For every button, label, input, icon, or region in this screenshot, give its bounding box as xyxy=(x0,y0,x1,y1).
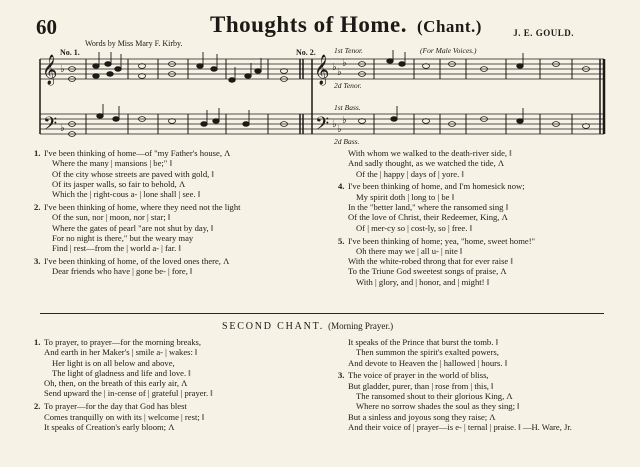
verse-number: 2. xyxy=(34,401,41,412)
verses-right-column xyxy=(338,148,608,290)
verse-line: To prayer, to prayer—for the morning breaks, xyxy=(44,337,202,347)
second-chant-subtitle: (Morning Prayer.) xyxy=(328,321,394,331)
verse-line: The ransomed shout to their glorious King, Λ xyxy=(356,391,513,402)
chant-no2-label: No. 2. xyxy=(296,48,316,57)
prayer-verse-1 xyxy=(34,337,306,399)
svg-text:♭: ♭ xyxy=(337,124,342,135)
note-stems xyxy=(99,50,523,124)
male-voices-label: (For Male Voices.) xyxy=(420,46,477,55)
verse-line: It speaks of Creation's early bloom; Λ xyxy=(44,421,175,432)
title-subtitle: (Chant.) xyxy=(417,17,482,36)
verse-number: 3. xyxy=(34,256,41,267)
verse-5 xyxy=(338,235,608,287)
verse-line: The light of gladness and life and love. ‖ xyxy=(52,367,191,378)
verse-line: Find | rest—from the | world a- | far. ‖ xyxy=(52,243,181,254)
verse-number: 4. xyxy=(338,181,345,192)
prayer-verse-2 xyxy=(34,401,306,432)
verse-line: Of its jasper walls, so fair to behold, Λ xyxy=(52,178,186,189)
verse-line: Of the sun, nor | moon, nor | star; ‖ xyxy=(52,212,171,223)
verse-line: Comes tranquilly on with its | welcome | rest; ‖ xyxy=(44,411,205,422)
verse-1 xyxy=(34,148,306,200)
treble-clef-icon-2: 𝄞 xyxy=(314,55,330,85)
svg-text:♭: ♭ xyxy=(337,67,342,78)
verse-line: It speaks of the Prince that burst the tomb. ‖ xyxy=(348,337,498,347)
verse-line: I've been thinking of home, and I'm homesick now; xyxy=(348,181,525,192)
verse-line: My spirit doth | long to | be ‖ xyxy=(356,191,454,202)
verse-line: Oh there may we | all u- | nite ‖ xyxy=(356,245,463,256)
verse-line: Where no sorrow shades the soul as they sing; ‖ xyxy=(356,401,520,412)
verse-number: 1. xyxy=(34,148,41,158)
verse-line: In the "better land," where the ransomed sing ‖ xyxy=(348,202,509,213)
chant-no1-label: No. 1. xyxy=(60,48,80,57)
verse-line: But gladder, purer, than | rose from | this, ‖ xyxy=(348,380,494,391)
verse-line: I've been thinking of home; yea, "home, sweet home!" xyxy=(348,235,536,246)
verse-line: Of the city whose streets are paved with gold, ‖ xyxy=(52,168,214,179)
second-chant-heading xyxy=(222,321,393,332)
verse-line: I've been thinking of home, of the loved ones there, Λ xyxy=(44,256,230,267)
svg-text:♭: ♭ xyxy=(332,119,337,130)
bass1-label: 1st Bass. xyxy=(334,103,361,112)
verse-line: To prayer—for the day that God has blest xyxy=(44,401,187,412)
verse-line: With the white-robed throng that for ever raise ‖ xyxy=(348,256,513,267)
verse-line: Dear friends who have | gone be- | fore, ‖ xyxy=(52,266,193,277)
verse-line: With whom we walked to the death-river side, ‖ xyxy=(348,148,512,158)
verse-line: And their voice of | prayer—is e- | ternal | praise. ‖ —H. Ware, Jr. xyxy=(348,421,572,432)
morning-prayer-right-column xyxy=(338,337,608,435)
verse-number: 1. xyxy=(34,337,41,347)
prayer-verse-2-cont xyxy=(348,337,608,368)
verse-line: Where the many | mansions | be;" ‖ xyxy=(52,158,172,169)
verse-line: Oh, then, on the breath of this early air, Λ xyxy=(44,378,188,389)
verse-3 xyxy=(34,256,306,277)
verse-line: I've been thinking of home, where they need not the light xyxy=(44,202,241,213)
verse-number: 2. xyxy=(34,202,41,213)
verse-line: With | glory, and | honor, and | might! ‖ xyxy=(356,276,490,287)
verse-line: And sadly thought, as we watched the tide, Λ xyxy=(348,158,505,169)
verse-line: Then summon the spirit's exalted powers, xyxy=(356,347,499,358)
verse-line: Send upward the | in-cense of | grateful | prayer. ‖ xyxy=(44,388,213,399)
verse-2 xyxy=(34,202,306,254)
verse-number: 5. xyxy=(338,235,345,246)
section-divider xyxy=(40,313,604,314)
music-score xyxy=(0,0,640,160)
prayer-verse-3 xyxy=(338,370,608,432)
verse-line: And devote to Heaven the | hallowed | hours. ‖ xyxy=(348,357,508,368)
verse-3-cont xyxy=(348,148,608,179)
verse-line: But a sinless and joyous song they raise; Λ xyxy=(348,411,496,422)
bass2-label: 2d Bass. xyxy=(334,137,360,146)
composer-credit: J. E. GOULD. xyxy=(513,28,574,38)
verse-4 xyxy=(338,181,608,233)
verse-line: Of the love of Christ, their Redeemer, King, Λ xyxy=(348,212,508,223)
treble-clef-icon: 𝄞 xyxy=(42,55,58,85)
verse-line: Her light is on all below and above, xyxy=(52,357,175,368)
bass-clef-icon: 𝄢 xyxy=(43,114,58,139)
verse-line: To the Triune God sweetest songs of praise, Λ xyxy=(348,266,507,277)
title-text: Thoughts of Home. xyxy=(210,12,407,37)
morning-prayer-left-column xyxy=(34,337,306,435)
tenor1-label: 1st Tenor. xyxy=(334,46,363,55)
second-chant-title: SECOND CHANT. xyxy=(222,321,325,332)
page-number: 60 xyxy=(36,15,57,39)
verse-line: For no night is there," but the weary may xyxy=(52,232,194,243)
verse-line: The voice of prayer in the world of bliss, xyxy=(348,370,489,381)
bass-clef-icon-2: 𝄢 xyxy=(315,114,330,139)
svg-text:♭: ♭ xyxy=(342,58,347,69)
verse-line: Which the | right-cous a- | lone shall | see. ‖ xyxy=(52,189,201,200)
verse-number: 3. xyxy=(338,370,345,381)
verse-line: I've been thinking of home—of "my Father's house, Λ xyxy=(44,148,231,158)
verses-left-column xyxy=(34,148,306,279)
svg-text:♭: ♭ xyxy=(332,62,337,73)
lyricist-credit: Words by Miss Mary F. Kirby. xyxy=(85,39,183,48)
verse-line: Of the | happy | days of | yore. ‖ xyxy=(356,168,464,179)
svg-text:♭: ♭ xyxy=(60,123,65,134)
verse-line: Of | mer-cy so | cost-ly, so | free. ‖ xyxy=(356,222,472,233)
svg-text:♭: ♭ xyxy=(60,64,65,75)
svg-text:♭: ♭ xyxy=(342,115,347,126)
verse-line: And earth in her Maker's | smile a- | wakes: ‖ xyxy=(44,347,198,358)
tenor2-label: 2d Tenor. xyxy=(334,81,362,90)
verse-line: Where the gates of pearl "are not shut by day, ‖ xyxy=(52,222,214,233)
